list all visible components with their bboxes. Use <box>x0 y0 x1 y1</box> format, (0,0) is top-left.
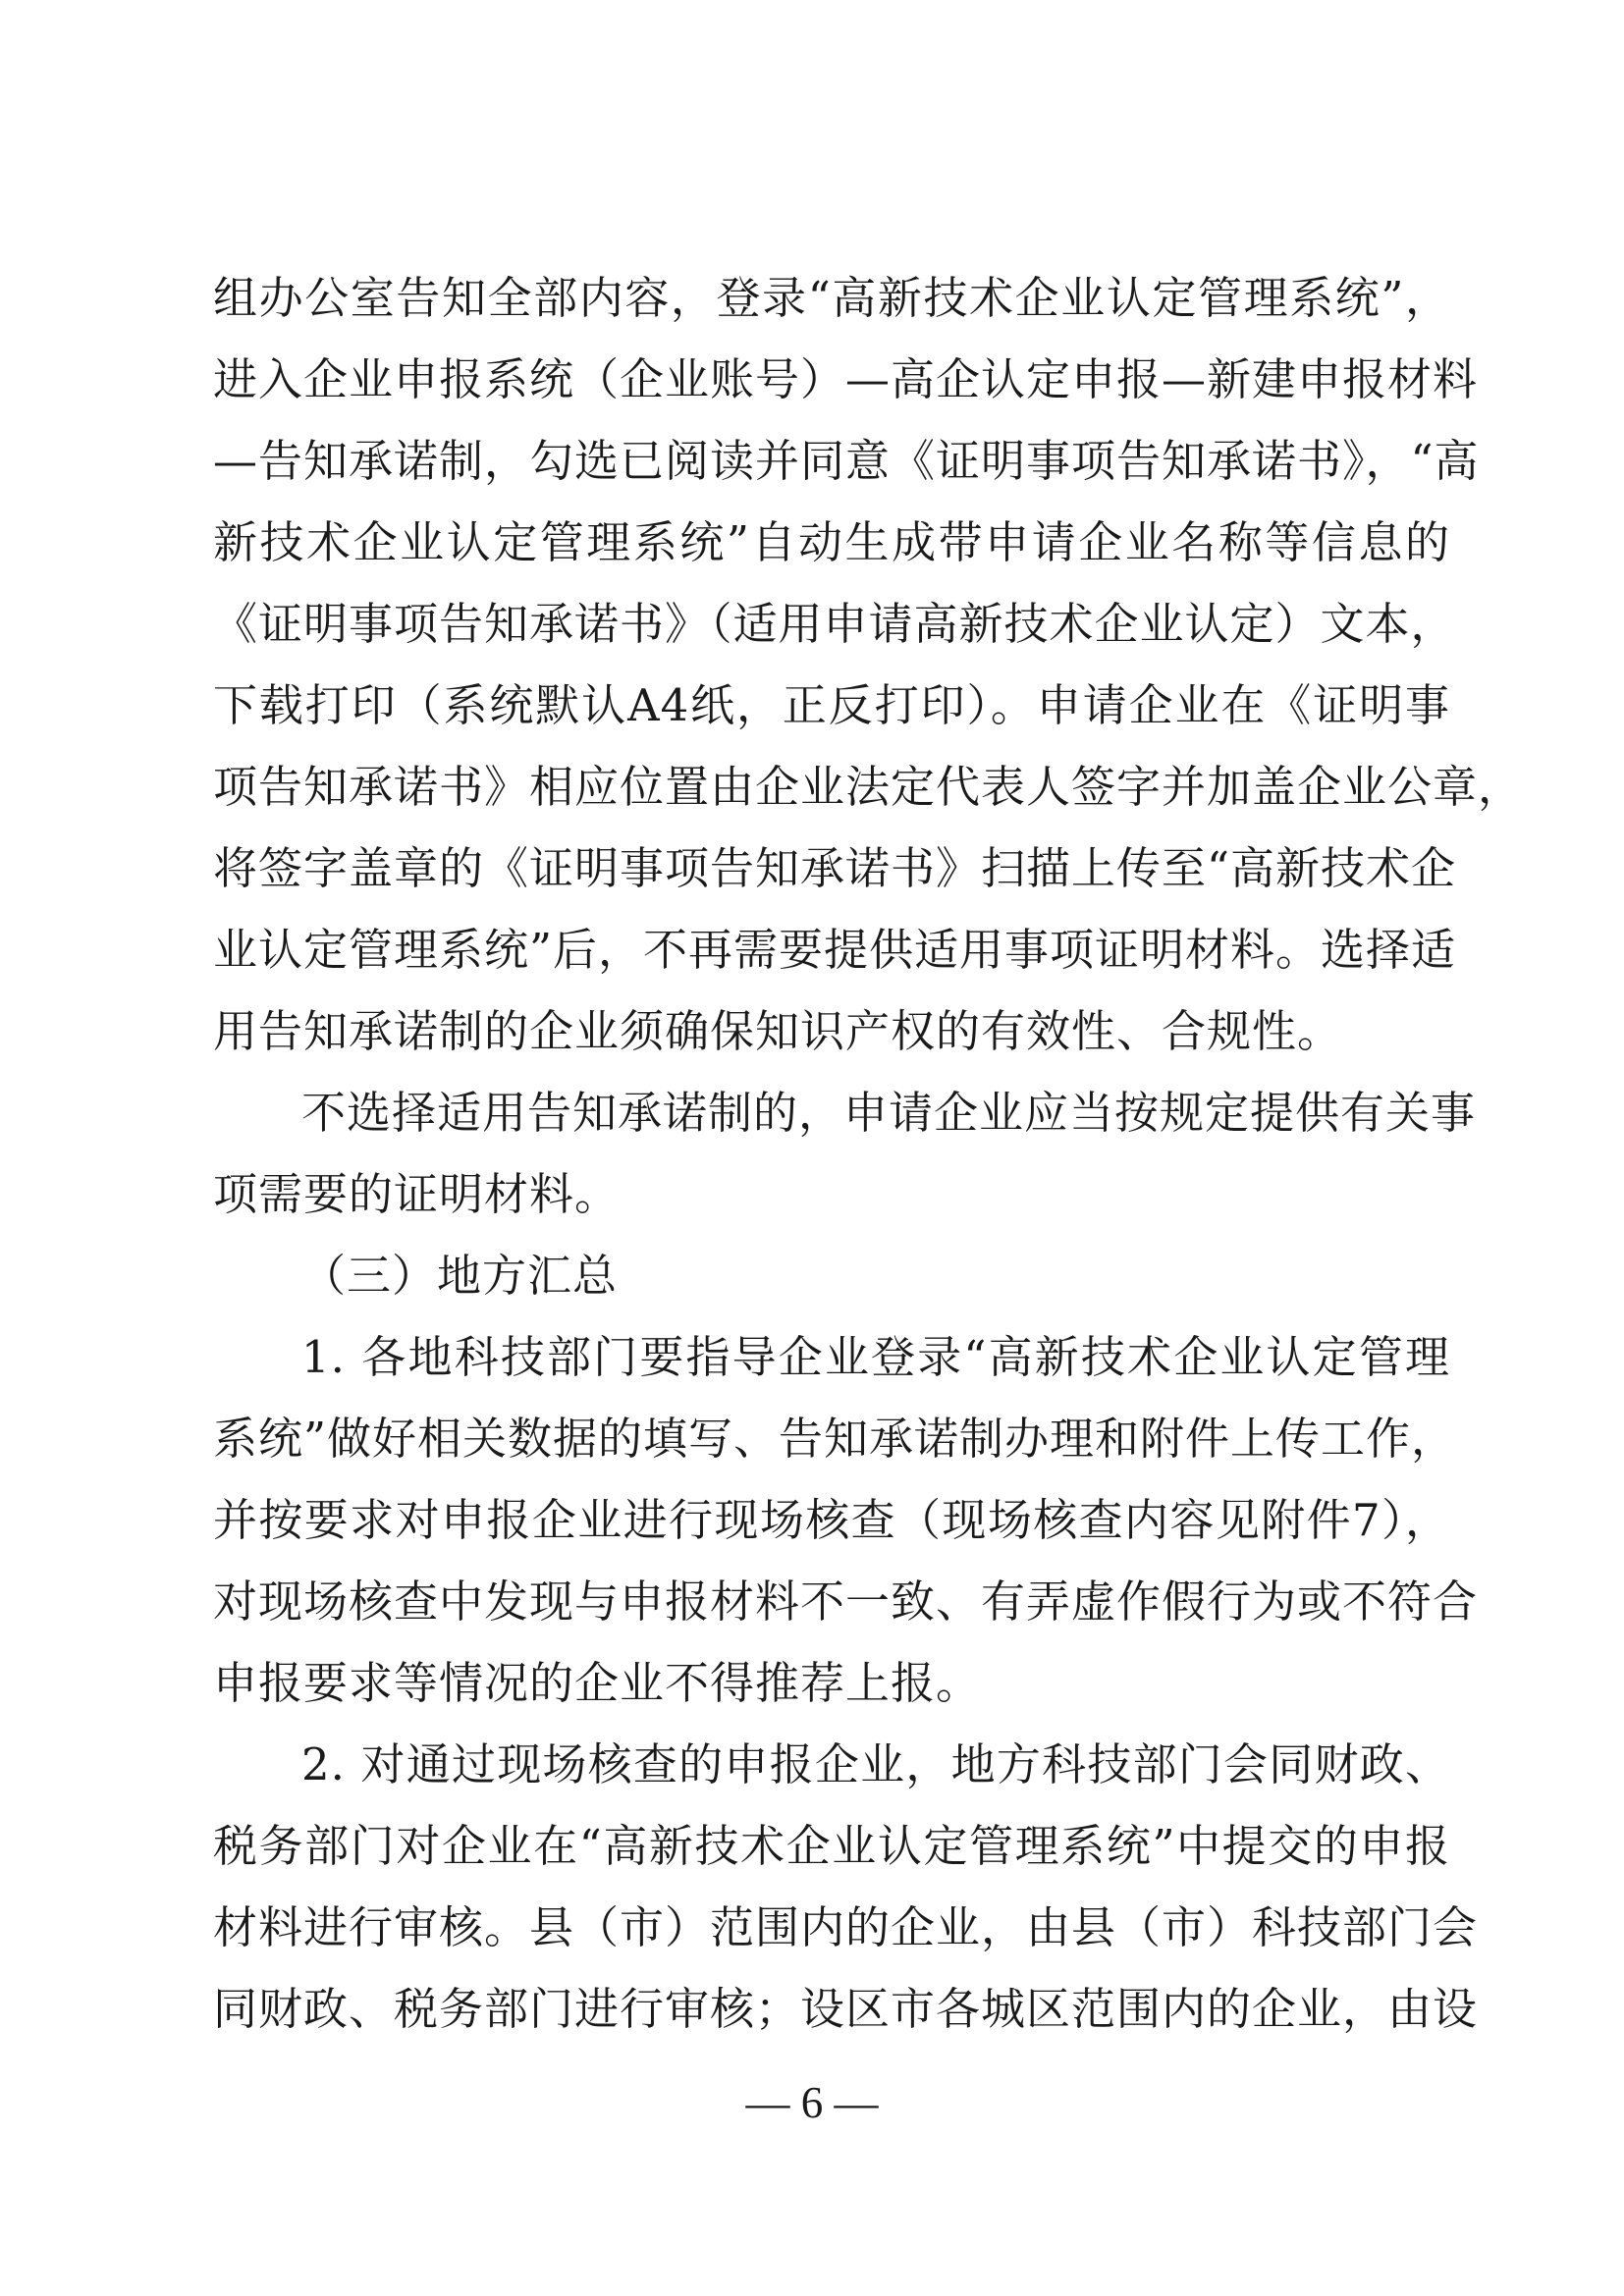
paragraph-line: 材料进行审核。县（市）范围内的企业，由县（市）科技部门会 <box>213 1901 1479 1953</box>
paragraph-line: 进入企业申报系统（企业账号）—高企认定申报—新建申报材料 <box>213 353 1479 405</box>
section-heading: （三）地方汇总 <box>301 1250 619 1302</box>
page-number: — 6 — <box>745 2078 879 2127</box>
paragraph-line: 项需要的证明材料。 <box>213 1168 621 1220</box>
paragraph-line: 不选择适用告知承诺制的，申请企业应当按规定提供有关事 <box>301 1087 1477 1139</box>
paragraph-line: 业认定管理系统”后，不再需要提供适用事项证明材料。选择适 <box>213 924 1457 976</box>
paragraph-line: 将签字盖章的《证明事项告知承诺书》扫描上传至“高新技术企 <box>213 842 1457 894</box>
paragraph-line: 对现场核查中发现与申报材料不一致、有弄虚作假行为或不符合 <box>213 1575 1479 1628</box>
paragraph-line: 申报要求等情况的企业不得推荐上报。 <box>213 1657 982 1709</box>
paragraph-line: 同财政、税务部门进行审核；设区市各城区范围内的企业，由设 <box>213 1983 1479 2035</box>
paragraph-line: 用告知承诺制的企业须确保知识产权的有效性、合规性。 <box>213 1005 1343 1057</box>
paragraph-line: 新技术企业认定管理系统”自动生成带申请企业名称等信息的 <box>213 516 1450 568</box>
paragraph-line: 《证明事项告知承诺书》（适用申请高新技术企业认定）文本， <box>213 598 1456 650</box>
paragraph-line: 2. 对通过现场核查的申报企业，地方科技部门会同财政、 <box>301 1738 1450 1790</box>
paragraph-line: 组办公室告知全部内容，登录“高新技术企业认定管理系统”， <box>213 272 1450 324</box>
paragraph-line: —告知承诺制，勾选已阅读并同意《证明事项告知承诺书》，“高 <box>213 435 1480 487</box>
paragraph-line: 下载打印（系统默认A4纸，正反打印）。申请企业在《证明事 <box>213 679 1450 731</box>
paragraph-line: 1. 各地科技部门要指导企业登录“高新技术企业认定管理 <box>301 1331 1450 1383</box>
paragraph-line: 税务部门对企业在“高新技术企业认定管理系统”中提交的申报 <box>213 1820 1450 1872</box>
paragraph-line: 并按要求对申报企业进行现场核查（现场核查内容见附件7）， <box>213 1494 1450 1546</box>
paragraph-line: 系统”做好相关数据的填写、告知承诺制办理和附件上传工作， <box>213 1413 1457 1465</box>
paragraph-line: 项告知承诺书》相应位置由企业法定代表人签字并加盖企业公章， <box>213 761 1524 813</box>
